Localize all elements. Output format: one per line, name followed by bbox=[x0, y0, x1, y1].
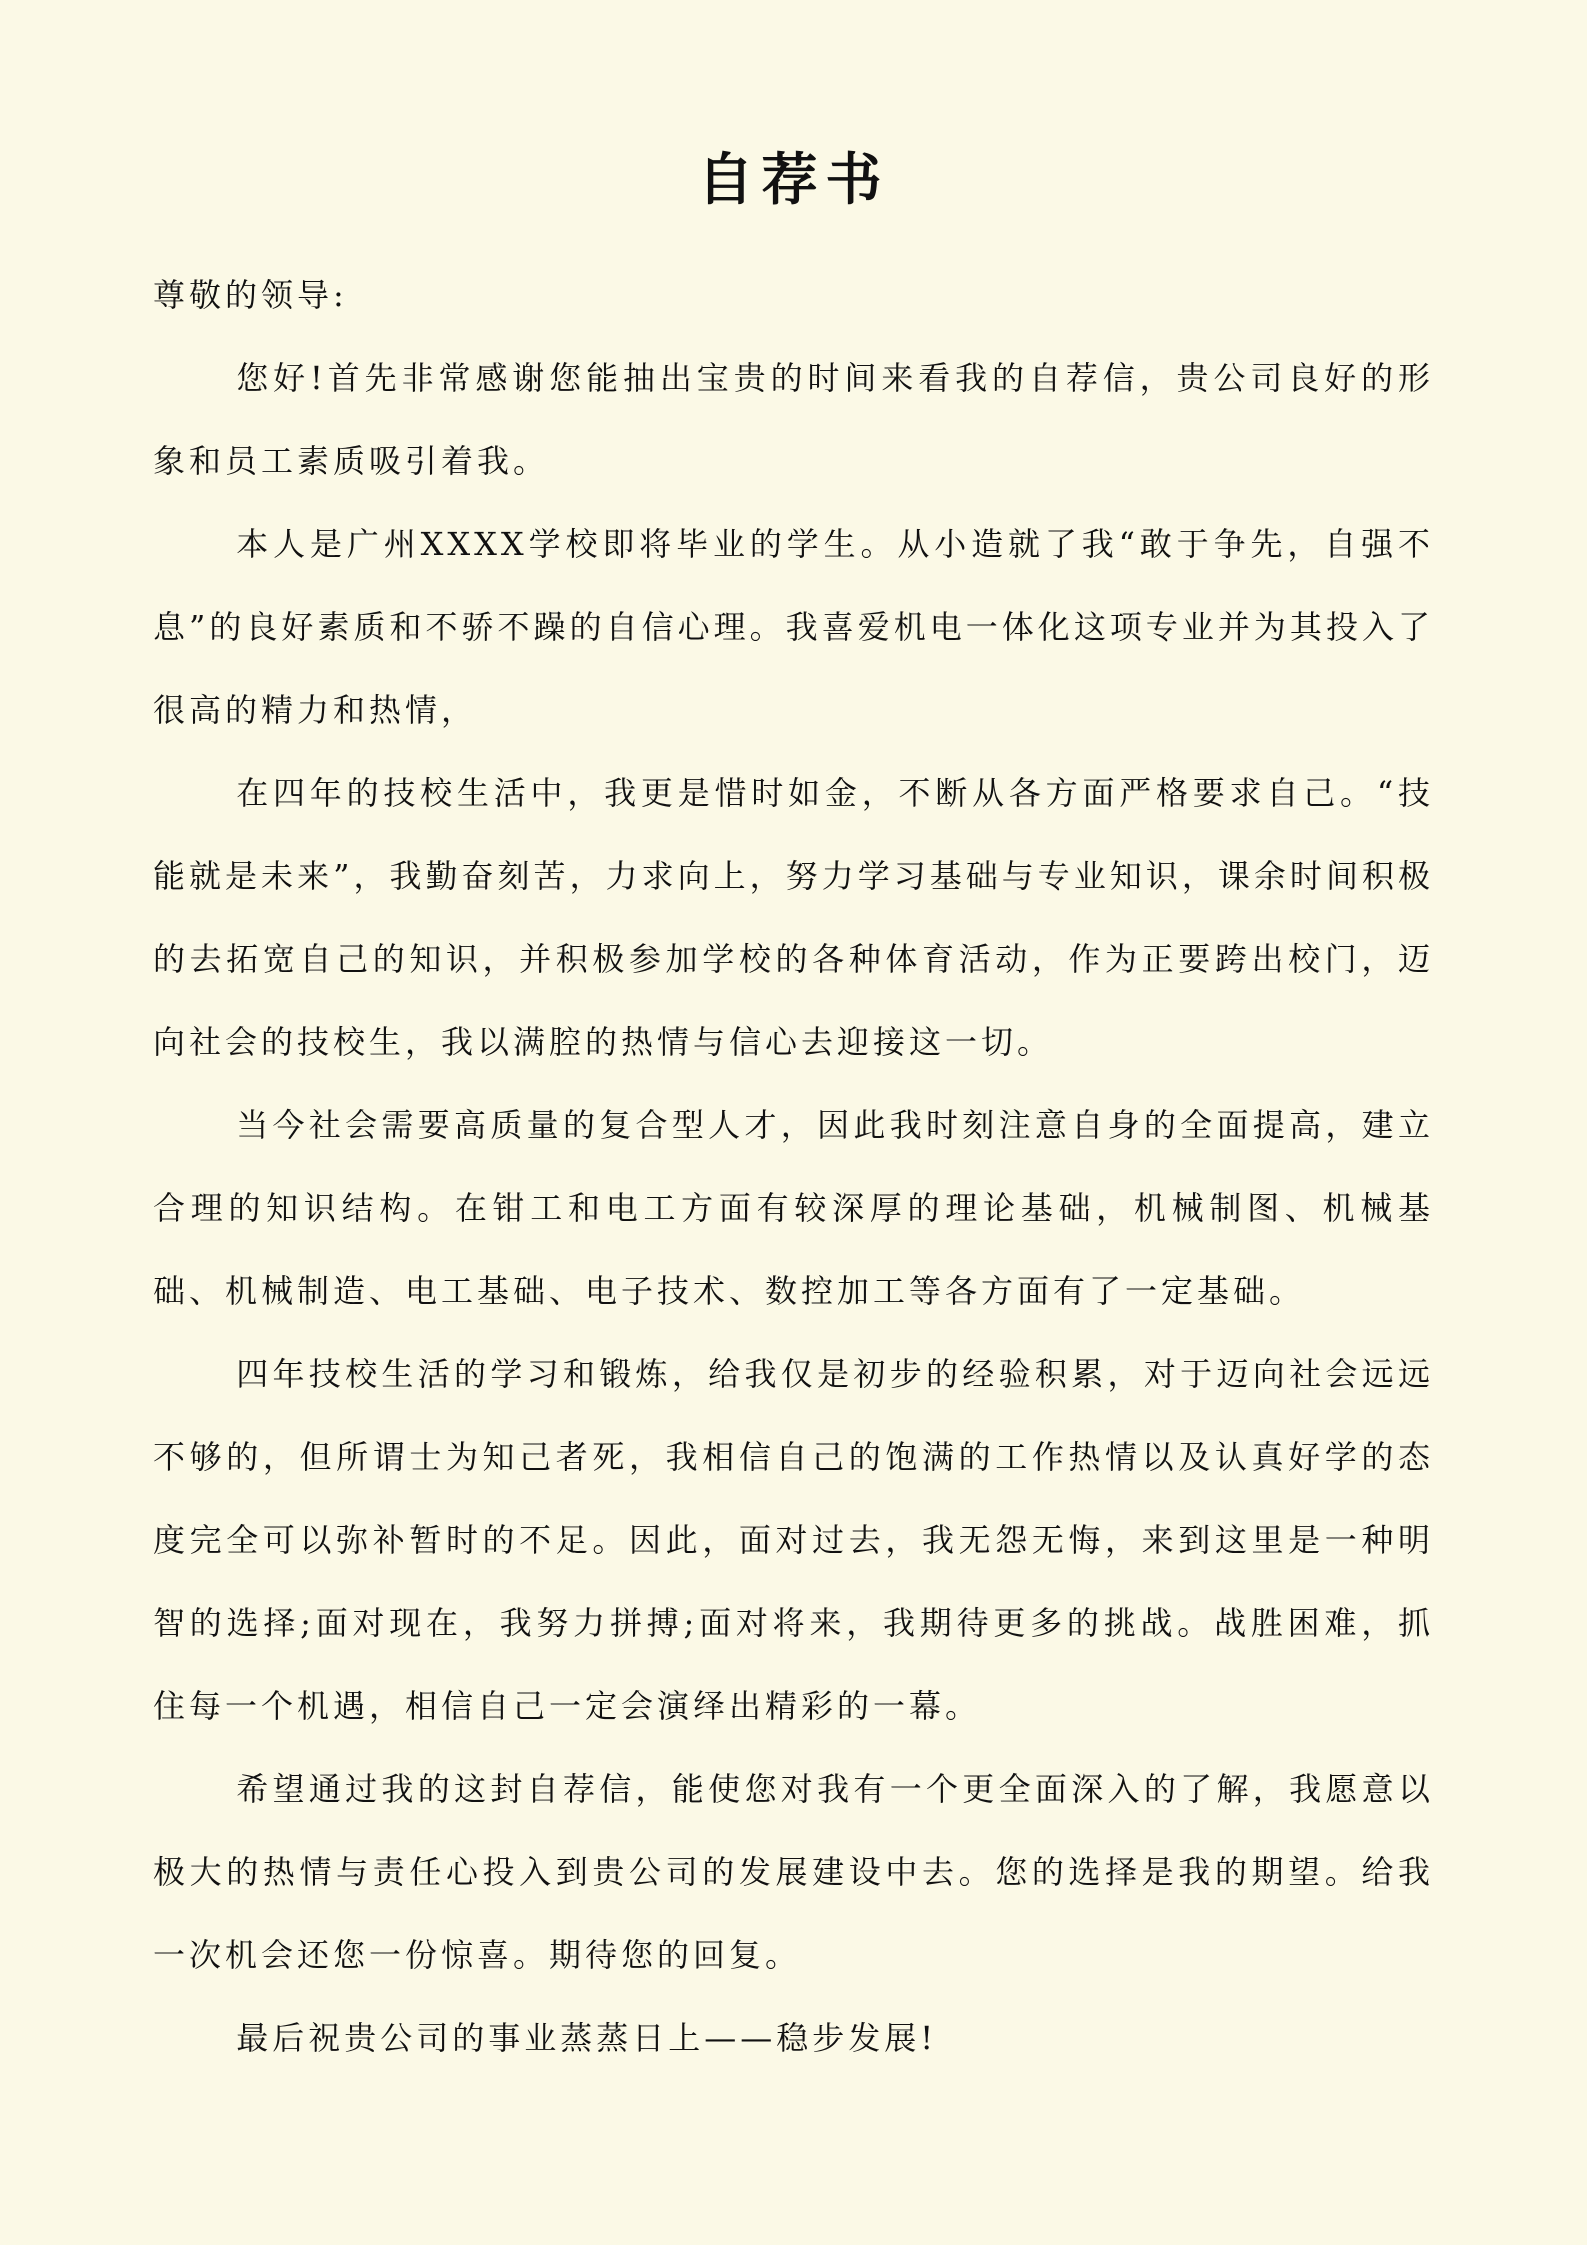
paragraph-school-life: 在四年的技校生活中，我更是惜时如金，不断从各方面严格要求自己。“技能就是未来”，我勤奋刻苦，力求向上，努力学习基础与专业知识，课余时间积极的去拓宽自己的知识，并积极参加学校的各种体育活动，作为正要跨出校门，迈向社会的技校生，我以满腔的热情与信心去迎接这一切。 bbox=[153, 774, 1434, 1061]
paragraph-hope: 希望通过我的这封自荐信，能使您对我有一个更全面深入的了解，我愿意以极大的热情与责任心投入到贵公司的发展建设中去。您的选择是我的期望。给我一次机会还您一份惊喜。期待您的回复。 bbox=[153, 1770, 1434, 1974]
salutation: 尊敬的领导: bbox=[153, 276, 348, 314]
paragraph-introduction: 本人是广州XXXX学校即将毕业的学生。从小造就了我“敢于争先，自强不息”的良好素质和不骄不躁的自信心理。我喜爱机电一体化这项专业并为其投入了很高的精力和热情， bbox=[153, 525, 1434, 729]
document-title: 自荐书 bbox=[697, 147, 890, 213]
paragraph-greeting: 您好!首先非常感谢您能抽出宝贵的时间来看我的自荐信，贵公司良好的形象和员工素质吸引着我。 bbox=[153, 359, 1434, 480]
paragraph-skills: 当今社会需要高质量的复合型人才，因此我时刻注意自身的全面提高，建立合理的知识结构。在钳工和电工方面有较深厚的理论基础，机械制图、机械基础、机械制造、电工基础、电子技术、数控加工等各方面有了一定基础。 bbox=[153, 1106, 1434, 1310]
paragraph-experience: 四年技校生活的学习和锻炼，给我仅是初步的经验积累，对于迈向社会远远不够的，但所谓士为知己者死，我相信自己的饱满的工作热情以及认真好学的态度完全可以弥补暂时的不足。因此，面对过去，我无怨无悔，来到这里是一种明智的选择;面对现在，我努力拼搏;面对将来，我期待更多的挑战。战胜困难，抓住每一个机遇，相信自己一定会演绎出精彩的一幕。 bbox=[153, 1355, 1434, 1725]
paragraph-closing: 最后祝贵公司的事业蒸蒸日上——稳步发展! bbox=[236, 2019, 938, 2057]
